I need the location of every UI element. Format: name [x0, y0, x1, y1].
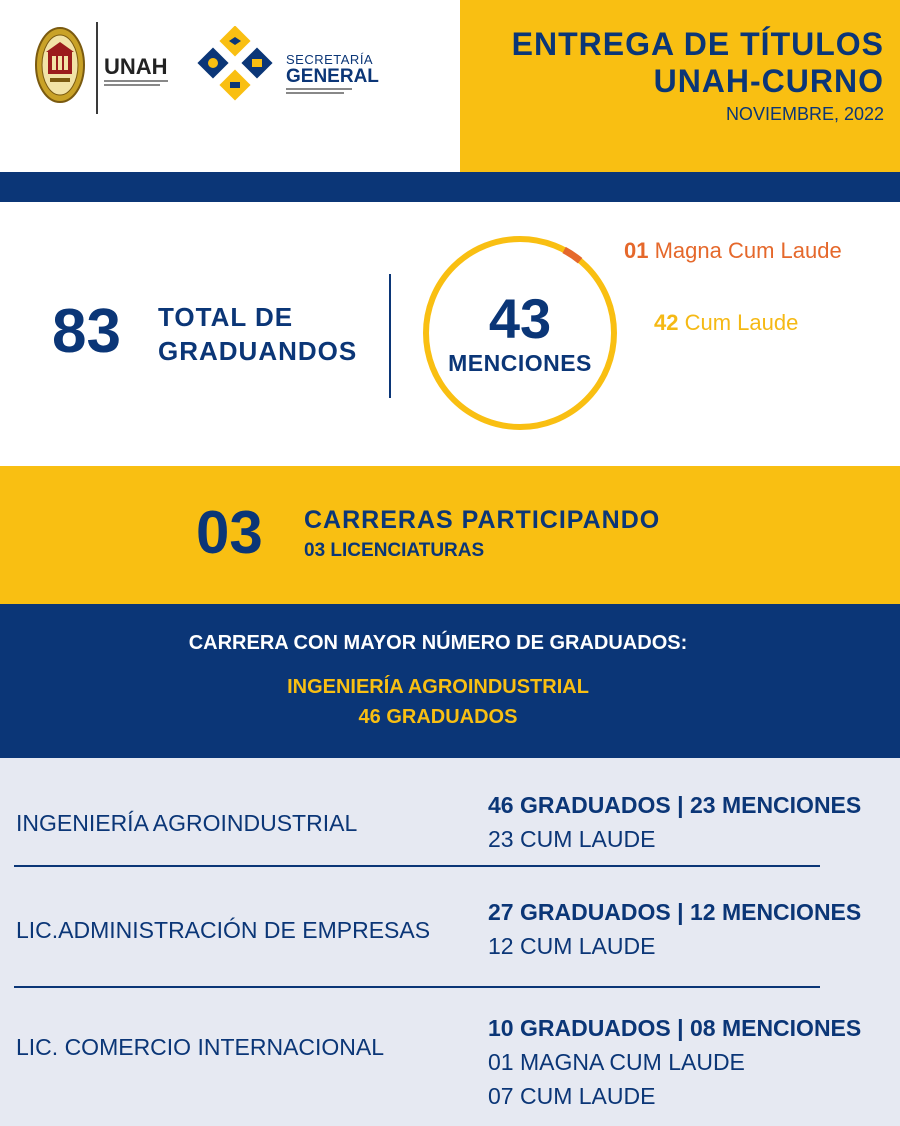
total-graduates-label: [158, 300, 357, 368]
program-detail: 01 MAGNA CUM LAUDE: [488, 1049, 745, 1075]
program-name: INGENIERÍA AGROINDUSTRIAL: [16, 810, 358, 836]
program-name: LIC. COMERCIO INTERNACIONAL: [16, 1034, 385, 1060]
top-career-name: INGENIERÍA AGROINDUSTRIAL: [287, 676, 589, 698]
total-label-line2: GRADUANDOS: [158, 336, 358, 366]
header-divider-band: [0, 172, 900, 202]
careers-band: [0, 466, 900, 604]
program-name: LIC.ADMINISTRACIÓN DE EMPRESAS: [16, 917, 431, 943]
magna-cum-laude-stat: [624, 238, 842, 264]
page-title: [512, 26, 884, 126]
top-career-title: CARRERA CON MAYOR NÚMERO DE GRADUADOS:: [188, 632, 688, 654]
program-headline: 46 GRADUADOS | 23 MENCIONES: [488, 792, 862, 818]
unah-logo-subtext-icon: [104, 80, 174, 88]
careers-subtitle: 03 LICENCIATURAS: [304, 540, 485, 561]
program-detail: 12 CUM LAUDE: [488, 933, 656, 959]
secretaria-general-logo-icon: [192, 26, 278, 112]
program-headline: 10 GRADUADOS | 08 MENCIONES: [488, 1015, 862, 1041]
top-career-count: 46 GRADUADOS: [358, 706, 518, 728]
unah-seal-icon: [34, 26, 86, 104]
program-detail: 07 CUM LAUDE: [488, 1083, 656, 1109]
title-line1: ENTREGA DE TÍTULOS: [511, 26, 884, 62]
program-divider: [14, 865, 820, 867]
careers-title: CARRERAS PARTICIPANDO: [304, 506, 661, 534]
unah-logo-text: UNAH: [104, 54, 168, 79]
magna-count: 01: [624, 238, 649, 263]
mentions-label: MENCIONES: [448, 350, 592, 376]
total-graduates-number: 83: [52, 297, 121, 366]
title-date: NOVIEMBRE, 2022: [725, 104, 884, 124]
cum-count: 42: [654, 310, 679, 335]
magna-label: Magna Cum Laude: [654, 238, 842, 263]
mentions-number: 43: [488, 287, 552, 350]
program-detail: 23 CUM LAUDE: [488, 826, 656, 852]
program-divider: [14, 986, 820, 988]
stats-separator: [389, 274, 391, 398]
secretaria-logo-line1: SECRETARÍA: [286, 52, 374, 67]
total-label-line1: TOTAL DE: [158, 302, 294, 332]
cum-laude-stat: [654, 310, 798, 336]
mentions-ring-magna-arc: [564, 250, 580, 261]
program-headline: 27 GRADUADOS | 12 MENCIONES: [488, 899, 862, 925]
careers-number: 03: [196, 499, 263, 566]
title-line2: UNAH-CURNO: [653, 63, 884, 99]
logo-separator: [96, 22, 98, 114]
cum-label: Cum Laude: [684, 310, 799, 335]
secretaria-logo-line2: GENERAL: [286, 66, 379, 87]
secretaria-logo-subtext-icon: [286, 88, 356, 96]
